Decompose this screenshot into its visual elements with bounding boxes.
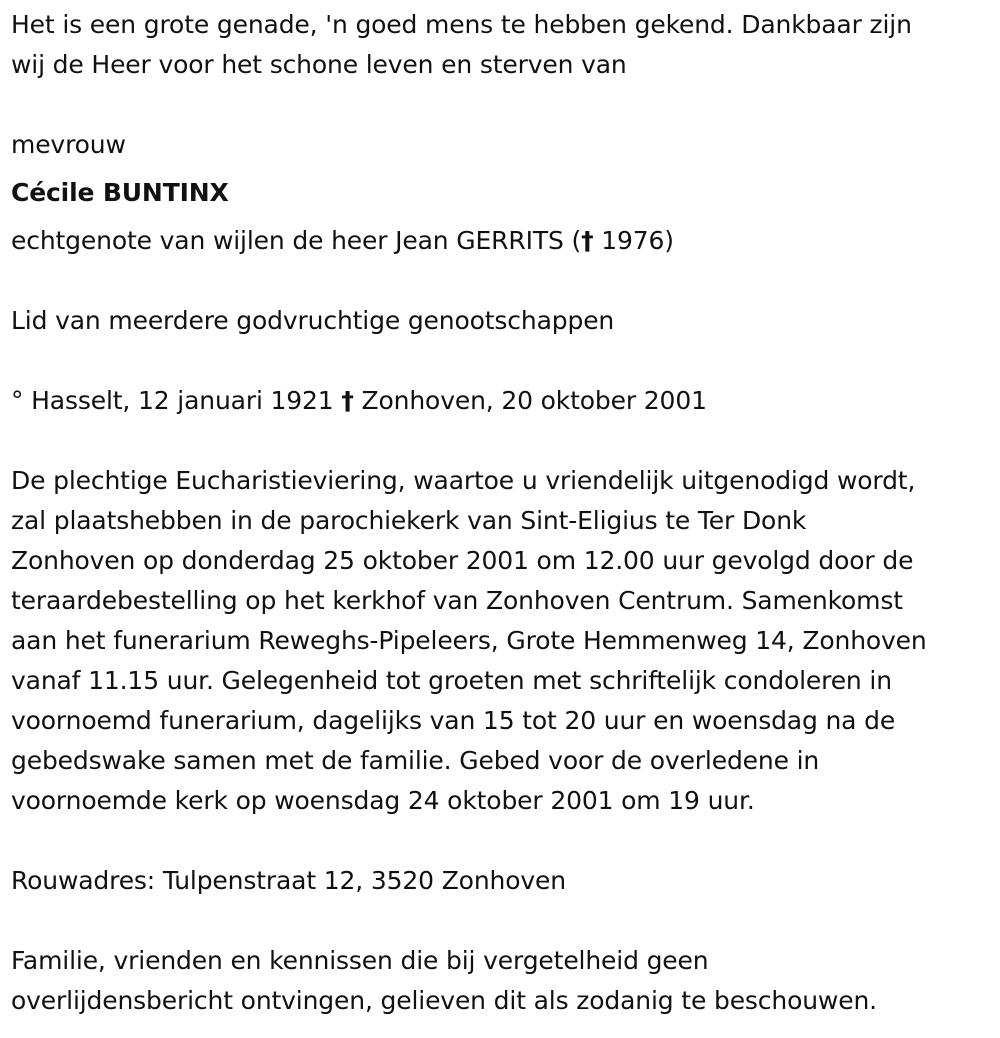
ceremony-line: aan het funerarium Reweghs-Pipeleers, Grote Hemmenweg 14, Zonhoven [11,626,927,655]
closing-line-2: overlijdensbericht ontvingen, gelieven dit als zodanig te beschouwen. [11,986,877,1015]
ceremony-line: voornoemde kerk op woensdag 24 oktober 2001 om 19 uur. [11,786,755,815]
mourning-address: Rouwadres: Tulpenstraat 12, 3520 Zonhoven [11,866,566,895]
death-info: Zonhoven, 20 oktober 2001 [353,386,707,415]
ceremony-line: voornoemd funerarium, dagelijks van 15 tot 20 uur en woensdag na de [11,706,896,735]
birth-info: ° Hasselt, 12 januari 1921 [11,386,342,415]
ceremony-line: vanaf 11.15 uur. Gelegenheid tot groeten met schriftelijk condoleren in [11,666,892,695]
spouse-line [11,221,674,261]
cross-icon: † [341,386,354,415]
ceremony-line: Zonhoven op donderdag 25 oktober 2001 om 12.00 uur gevolgd door de [11,546,914,575]
ceremony-line: De plechtige Eucharistieviering, waartoe u vriendelijk uitgenodigd wordt, [11,466,916,495]
intro-line-2: wij de Heer voor het schone leven en sterven van [11,50,627,79]
spouse-year: 1976) [593,226,674,255]
closing-line-1: Familie, vrienden en kennissen die bij vergetelheid geen [11,946,709,975]
salutation: mevrouw [11,130,126,159]
membership-line: Lid van meerdere godvruchtige genootschappen [11,306,615,335]
deceased-name: Cécile BUNTINX [11,178,229,207]
ceremony-line: teraardebestelling op het kerkhof van Zonhoven Centrum. Samenkomst [11,586,903,615]
ceremony-line: zal plaatshebben in de parochiekerk van Sint-Eligius te Ter Donk [11,506,807,535]
intro-line-1: Het is een grote genade, 'n goed mens te hebben gekend. Dankbaar zijn [11,10,912,39]
spouse-prefix: echtgenote van wijlen de heer Jean GERRITS ( [11,226,582,255]
dates-line [11,381,707,421]
ceremony-line: gebedswake samen met de familie. Gebed voor de overledene in [11,746,820,775]
cross-icon: † [581,226,594,255]
